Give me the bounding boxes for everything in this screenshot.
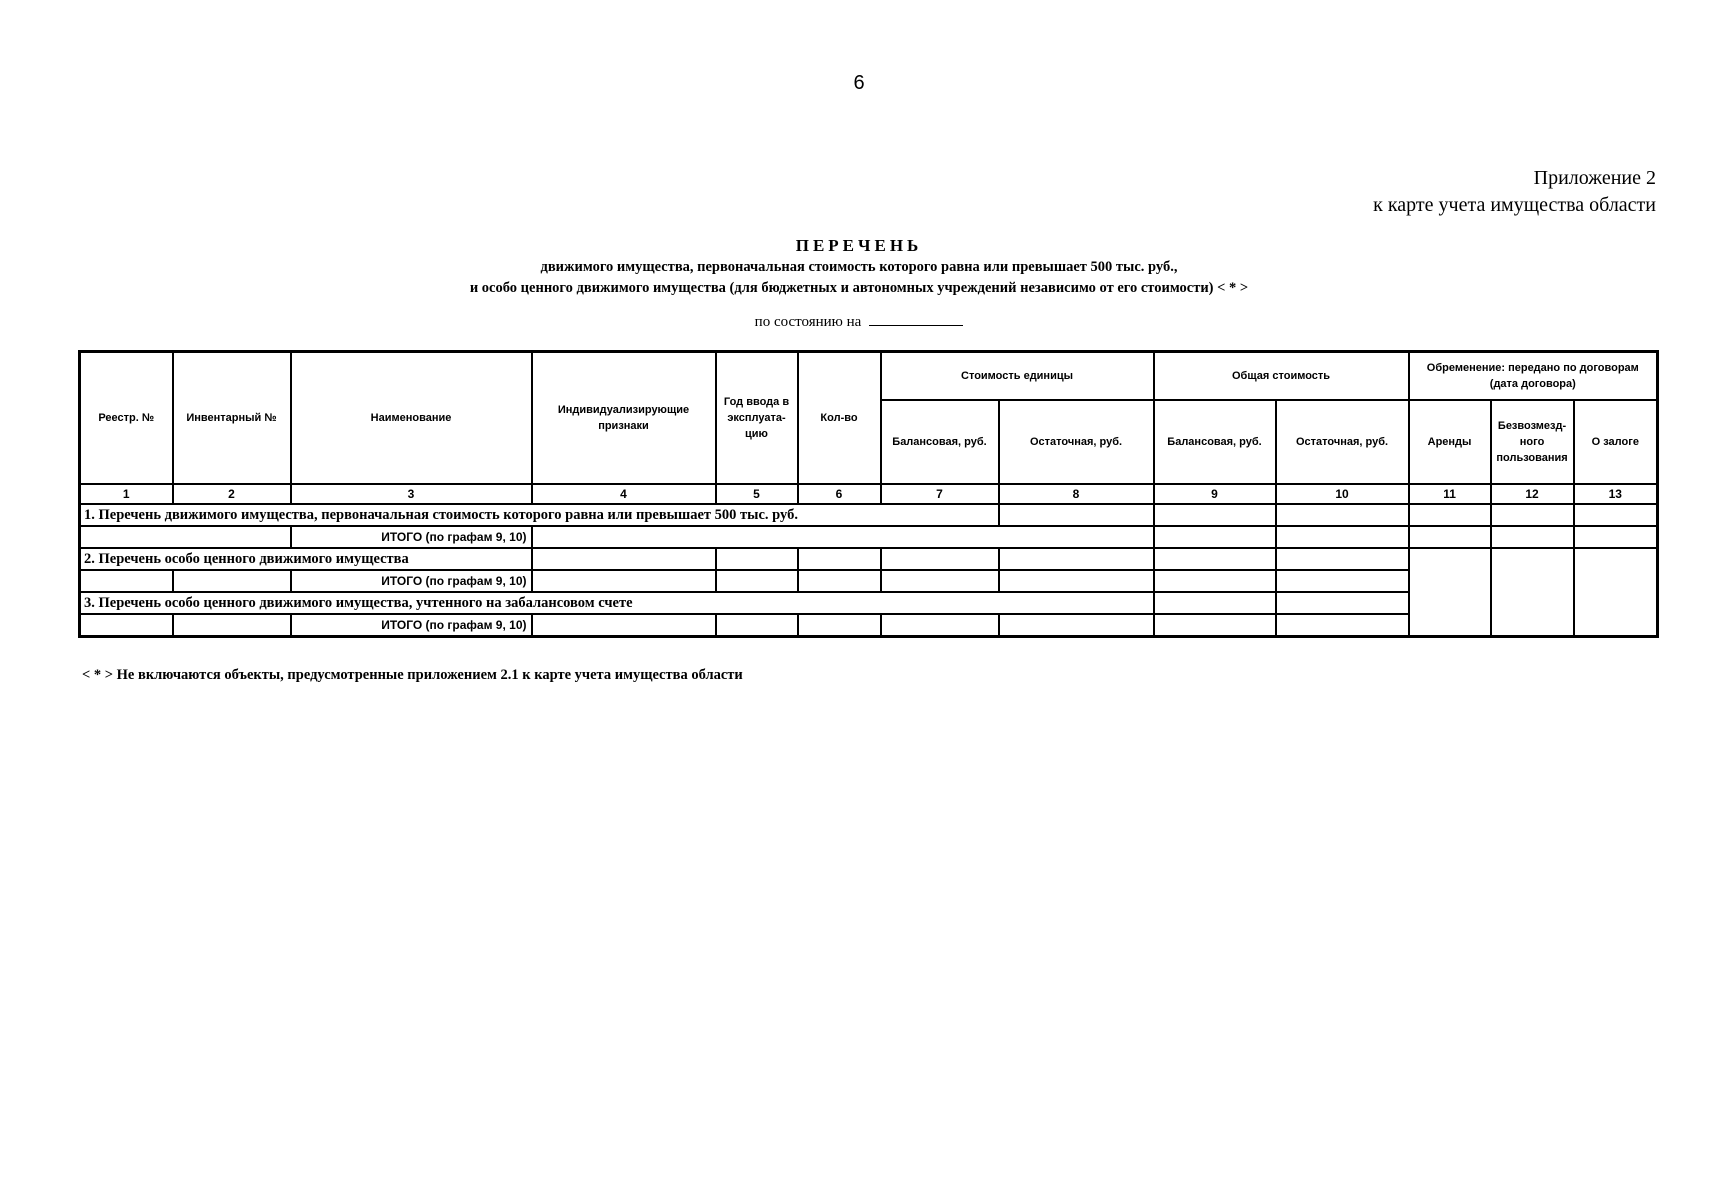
header-name: Наименование	[291, 352, 532, 485]
section-3-total-label: ИТОГО (по графам 9, 10)	[291, 614, 532, 637]
table-cell[interactable]	[881, 570, 999, 592]
header-unit-residual-value: Остаточная, руб.	[999, 400, 1154, 484]
encumbrance-free-use-cell[interactable]	[1491, 548, 1574, 637]
column-number: 3	[291, 484, 532, 504]
document-subtitle-line-2: и особо ценного движимого имущества (для бюджетных и автономных учреждений независимо от его стоимости) < * >	[469, 280, 1249, 296]
table-cell[interactable]	[80, 614, 173, 637]
table-cell[interactable]	[173, 570, 291, 592]
table-cell[interactable]	[716, 570, 798, 592]
table-cell[interactable]	[1574, 504, 1658, 526]
as-of-date-line	[0, 311, 1718, 331]
table-cell[interactable]	[1154, 592, 1276, 614]
table-cell[interactable]	[999, 614, 1154, 637]
column-number: 2	[173, 484, 291, 504]
table-cell[interactable]	[1154, 504, 1276, 526]
column-number: 9	[1154, 484, 1276, 504]
encumbrance-lease-cell[interactable]	[1409, 548, 1491, 637]
table-cell[interactable]	[999, 548, 1154, 570]
header-lease: Аренды	[1409, 400, 1491, 484]
header-encumbrance-group: Обременение: передано по договорам (дата договора)	[1409, 352, 1658, 401]
table-cell[interactable]	[80, 570, 173, 592]
section-3-title: 3. Перечень особо ценного движимого имущества, учтенного на забалансовом счете	[80, 592, 1154, 614]
table-cell[interactable]	[532, 614, 716, 637]
footnote: < * > Не включаются объекты, предусмотренные приложением 2.1 к карте учета имущества области	[82, 667, 743, 683]
table-cell[interactable]	[716, 614, 798, 637]
section-2-heading-row	[80, 548, 1658, 570]
appendix-note	[1373, 165, 1656, 219]
header-commissioning-year: Год ввода в эксплуата-цию	[716, 352, 798, 485]
document-title: ПЕРЕЧЕНЬ	[795, 236, 923, 255]
table-cell[interactable]	[1491, 526, 1574, 548]
table-cell[interactable]	[1409, 526, 1491, 548]
table-cell[interactable]	[1276, 592, 1409, 614]
section-1-total-book-value[interactable]	[1154, 526, 1276, 548]
table-cell[interactable]	[999, 570, 1154, 592]
column-number-row	[80, 484, 1658, 504]
table-cell[interactable]	[1491, 504, 1574, 526]
appendix-line-2: к карте учета имущества области	[1373, 194, 1656, 216]
column-number: 13	[1574, 484, 1658, 504]
section-1-total-label: ИТОГО (по графам 9, 10)	[291, 526, 532, 548]
property-register-table	[78, 350, 1659, 638]
column-number: 7	[881, 484, 999, 504]
column-number: 8	[999, 484, 1154, 504]
table-cell[interactable]	[1574, 526, 1658, 548]
header-total-cost-group: Общая стоимость	[1154, 352, 1409, 401]
section-3-total-book-value[interactable]	[1154, 614, 1276, 637]
as-of-label: по состоянию на	[754, 314, 862, 330]
section-1-heading-row	[80, 504, 1658, 526]
table-cell[interactable]	[532, 548, 716, 570]
column-number: 10	[1276, 484, 1409, 504]
column-number: 4	[532, 484, 716, 504]
table-cell[interactable]	[798, 548, 881, 570]
table-cell[interactable]	[1154, 548, 1276, 570]
section-1-total-row	[80, 526, 1658, 548]
column-number: 12	[1491, 484, 1574, 504]
table-cell[interactable]	[881, 548, 999, 570]
section-3-total-residual-value[interactable]	[1276, 614, 1409, 637]
encumbrance-pledge-cell[interactable]	[1574, 548, 1658, 637]
table-cell[interactable]	[798, 570, 881, 592]
table-cell[interactable]	[999, 504, 1154, 526]
appendix-line-1: Приложение 2	[1533, 167, 1656, 189]
table-cell[interactable]	[80, 526, 291, 548]
section-2-total-book-value[interactable]	[1154, 570, 1276, 592]
table-cell[interactable]	[1409, 504, 1491, 526]
header-total-residual-value: Остаточная, руб.	[1276, 400, 1409, 484]
section-1-total-residual-value[interactable]	[1276, 526, 1409, 548]
table-cell[interactable]	[173, 614, 291, 637]
section-1-title: 1. Перечень движимого имущества, первоначальная стоимость которого равна или превышает 500 тыс. руб.	[80, 504, 999, 526]
page-number: 6	[853, 72, 865, 94]
header-identifying-features: Индивидуализирующие признаки	[532, 352, 716, 485]
section-2-title: 2. Перечень особо ценного движимого имущества	[80, 548, 532, 570]
table-cell[interactable]	[1276, 504, 1409, 526]
column-number: 11	[1409, 484, 1491, 504]
header-free-use: Безвозмезд-ного пользования	[1491, 400, 1574, 484]
header-registry-number: Реестр. №	[80, 352, 173, 485]
header-total-book-value: Балансовая, руб.	[1154, 400, 1276, 484]
table-cell[interactable]	[881, 614, 999, 637]
column-number: 5	[716, 484, 798, 504]
header-inventory-number: Инвентарный №	[173, 352, 291, 485]
header-quantity: Кол-во	[798, 352, 881, 485]
column-number: 6	[798, 484, 881, 504]
header-pledge: О залоге	[1574, 400, 1658, 484]
column-number: 1	[80, 484, 173, 504]
header-unit-book-value: Балансовая, руб.	[881, 400, 999, 484]
table-cell[interactable]	[532, 570, 716, 592]
document-subtitle-line-1: движимого имущества, первоначальная стоимость которого равна или превышает 500 тыс. руб.,	[540, 259, 1178, 275]
header-unit-cost-group: Стоимость единицы	[881, 352, 1154, 401]
section-2-total-residual-value[interactable]	[1276, 570, 1409, 592]
table-header-row	[80, 352, 1658, 401]
section-2-total-label: ИТОГО (по графам 9, 10)	[291, 570, 532, 592]
table-cell[interactable]	[1276, 548, 1409, 570]
table-cell[interactable]	[532, 526, 1154, 548]
table-cell[interactable]	[798, 614, 881, 637]
as-of-date-blank[interactable]	[869, 311, 963, 326]
table-cell[interactable]	[716, 548, 798, 570]
